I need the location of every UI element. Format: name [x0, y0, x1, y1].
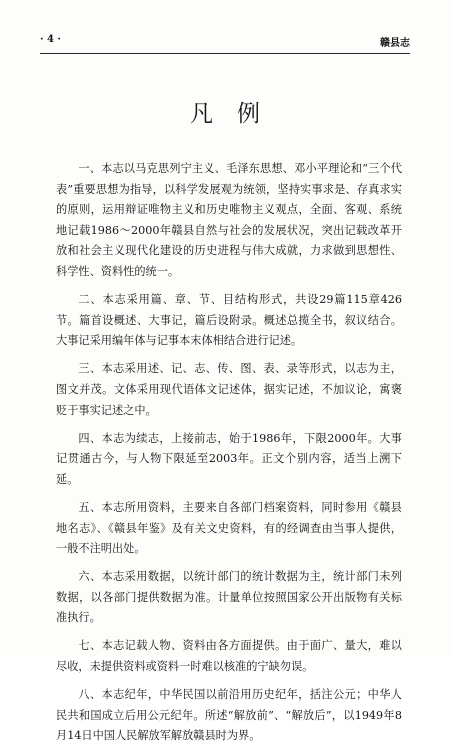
running-title: 赣县志: [380, 38, 410, 49]
page-number: · 4 ·: [40, 34, 61, 45]
header-rule: [40, 53, 410, 54]
paragraph-2: 二、本志采用篇、章、节、目结构形式，共设29篇115章426节。篇首设概述、大事记，篇后设附录。概述总揽全书，叙议结合。大事记采用编年体与记事本末体相结合进行记述。: [56, 293, 402, 348]
paragraph-1: 一、本志以马克思列宁主义、毛泽东思想、邓小平理论和“三个代表”重要思想为指导，以科学发展观为统领，坚持实事求是、存真求实的原则，运用辩证唯物主义和历史唯物主义观点，全面、客观、系统地记载1986～2000年赣县自然与社会的发展状况，突出记载改革开放和社会主义现代化建设的历史进程与伟大成就，力求做到思想性、科学性、资料性的统一。: [56, 162, 402, 278]
paragraph-3: 三、本志采用述、记、志、传、图、表、录等形式，以志为主，图文并茂。文体采用现代语体文记述体，据实记述，不加议论，寓褒贬于事实记述之中。: [56, 362, 402, 417]
body-text: [56, 159, 402, 754]
page-header: [40, 32, 410, 50]
paragraph-4: 四、本志为续志，上接前志，始于1986年，下限2000年。大事记贯通古今，与人物下限延至2003年。正文个别内容，适当上溯下延。: [56, 431, 402, 486]
paragraph-5: 五、本志所用资料，主要来自各部门档案资料，同时参用《赣县地名志》、《赣县年鉴》及有关文史资料，有的经调查由当事人提供，一般不注明出处。: [56, 500, 402, 556]
page-title: 凡例: [190, 101, 284, 127]
paragraph-8: 八、本志纪年，中华民国以前沿用历史纪年，括注公元；中华人民共和国成立后用公元纪年。所述“解放前”、“解放后”，以1949年8月14日中国人民解放军解放赣县时为界。: [56, 688, 402, 743]
paragraph-6: 六、本志采用数据，以统计部门的统计数据为主，统计部门未列数据，以各部门提供数据为准。计量单位按照国家公开出版物有关标准执行。: [56, 570, 402, 625]
paragraph-7: 七、本志记载人物、资料由各方面提供。由于面广、量大，难以尽收，未提供资料或资料一时难以核准的宁缺勿误。: [56, 639, 402, 674]
